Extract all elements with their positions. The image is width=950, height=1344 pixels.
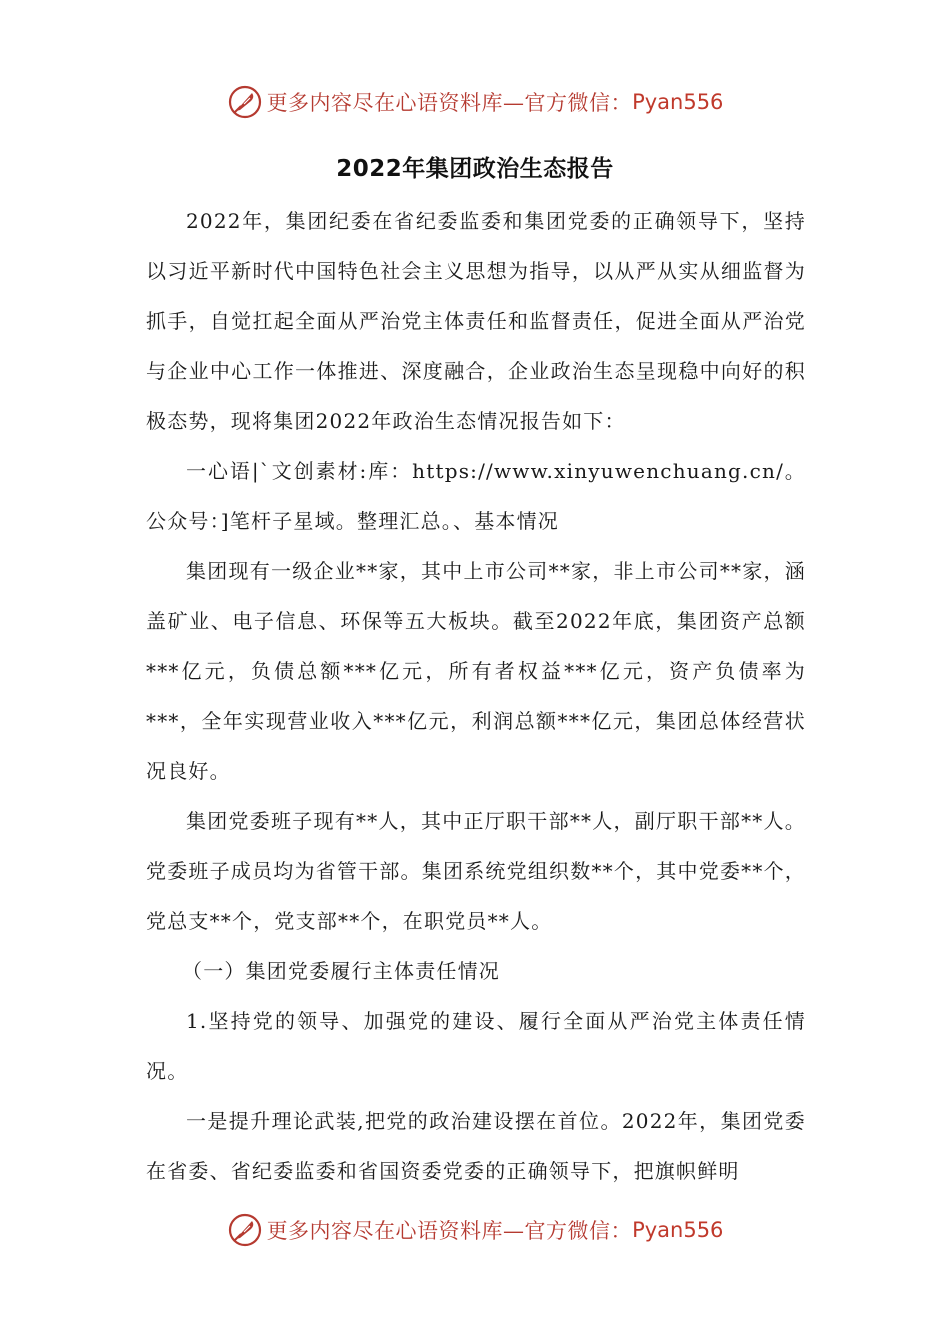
header-wechat-id: Pyan556 <box>632 90 724 114</box>
document-title: 2022年集团政治生态报告 <box>336 156 614 182</box>
paragraph-party-committee: 集团党委班子现有**人，其中正厅职干部**人，副厅职干部**人。党委班子成员均为省管干部。集团系统党组织数**个，其中党委**个，党总支**个，党支部**个，在职党员**人。 <box>146 809 806 933</box>
paragraph-enterprise-overview: 集团现有一级企业**家，其中上市公司**家，非上市公司**家，涵盖矿业、电子信息、环保等五大板块。截至2022年底，集团资产总额***亿元，负债总额***亿元，所有者权益***亿元，资产负债率为***，全年实现营业收入***亿元，利润总额***亿元，集团总体经营状况良好。 <box>146 559 806 783</box>
header-watermark-banner <box>0 80 950 124</box>
header-banner-text: 更多内容尽在心语资料库—官方微信： <box>266 91 633 115</box>
section-heading: （一）集团党委履行主体责任情况 <box>182 959 500 983</box>
paragraph-source-note: 一心语|`文创素材:库：https://www.xinyuwenchuang.cn/。公众号：]笔杆子星域。整理汇总。、基本情况 <box>146 459 806 533</box>
feather-pen-logo-icon <box>227 84 263 120</box>
footer-watermark-banner <box>0 1208 950 1252</box>
footer-wechat-id: Pyan556 <box>632 1218 724 1242</box>
feather-pen-logo-icon <box>227 1212 263 1248</box>
paragraph-intro: 2022年，集团纪委在省纪委监委和集团党委的正确领导下，坚持以习近平新时代中国特色社会主义思想为指导，以从严从实从细监督为抓手，自觉扛起全面从严治党主体责任和监督责任，促进全面从严治党与企业中心工作一体推进、深度融合，企业政治生态呈现稳中向好的积极态势，现将集团2022年政治生态情况报告如下： <box>146 209 806 433</box>
subsection-heading: 1.坚持党的领导、加强党的建设、履行全面从严治党主体责任情况。 <box>146 1009 806 1083</box>
document-body <box>146 196 806 1196</box>
footer-banner-text: 更多内容尽在心语资料库—官方微信： <box>266 1219 633 1243</box>
paragraph-theory-arming: 一是提升理论武装,把党的政治建设摆在首位。2022年，集团党委在省委、省纪委监委和省国资委党委的正确领导下，把旗帜鲜明 <box>146 1109 806 1183</box>
